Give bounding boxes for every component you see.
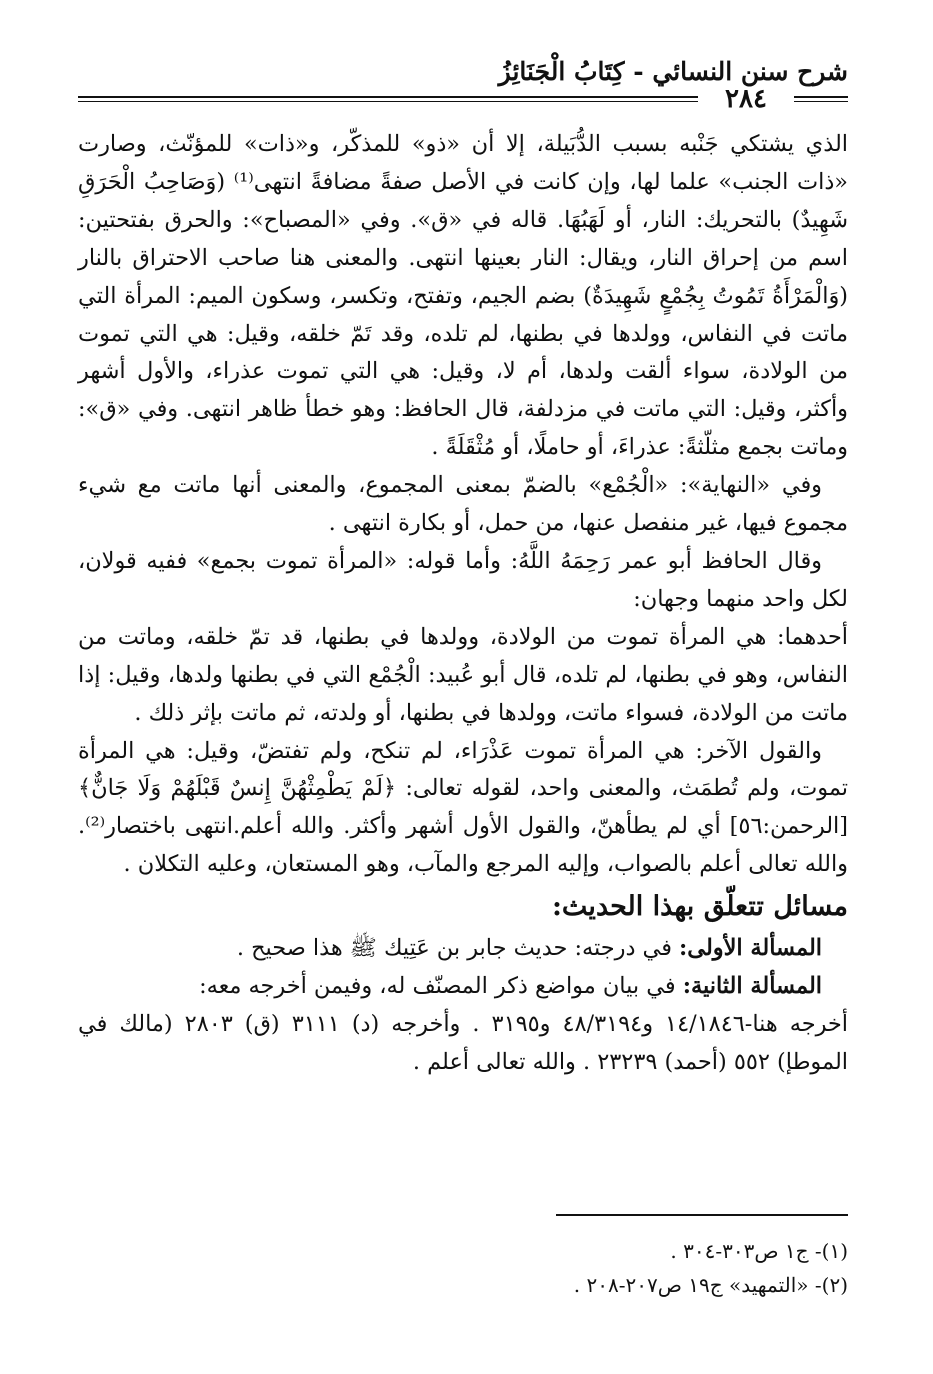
issue-2 [78, 968, 848, 1006]
footnote-2: (٢)- «التمهيد» ج١٩ ص٢٠٧-٢٠٨ . [573, 1273, 848, 1297]
header-rule [78, 84, 848, 116]
header-rule-right [794, 96, 848, 102]
header-rule-left [78, 96, 698, 102]
issue-1 [78, 930, 848, 968]
issue-1-text: في درجته: حديث جابر بن عَتِيك ﷺ هذا صحيح . [236, 935, 680, 962]
paragraph-2: وفي «النهاية»: «الْجُمْع» بالضمّ بمعنى المجموع، والمعنى أنها ماتت مع شيء مجموع فيها، غير منفصل عنها، من حمل، أو بكارة انتهى . [78, 472, 848, 537]
paragraph-4: أحدهما: هي المرأة تموت من الولادة، وولدها في بطنها، قد تمّ خلقه، وماتت من النفاس، وهو في بطنها، لم تلده، قال أبو عُبيد: الْجُمْع التي في بطنها ولدها، وقيل: إذا ماتت من الولادة، فسواء ماتت، وولدها في بطنها، أو ولدته، ثم ماتت بإثر ذلك . [78, 623, 848, 726]
running-header: شرح سنن النسائي - كِتَابُ الْجَنَائِزُ [498, 57, 848, 86]
issue-1-label: المسألة الأولى: [679, 935, 822, 962]
section-heading: مسائل تتعلّق بهذا الحديث: [551, 891, 848, 923]
footnotes [78, 1234, 848, 1302]
footnote-1: (١)- ج١ ص٣٠٣-٣٠٤ . [670, 1239, 848, 1263]
paragraph-5: والقول الآخر: هي المرأة تموت عَذْرَاء، لم تنكح، ولم تفتضّ، وقيل: هي المرأة تموت، ولم تُطمَث، والمعنى واحد، لقوله تعالى: ﴿لَمْ يَطْمِثْهُنَّ إِنسٌ قَبْلَهُمْ وَلَا جَانٌّ﴾ [الرحمن:٥٦] أي لم يطأهنّ، والقول الأول أشهر وأكثر. والله أعلم.انتهى باختصار⁽²⁾. والله تعالى أعلم بالصواب، وإليه المرجع والمآب، وهو المستعان، وعليه التكلان . [78, 737, 848, 878]
paragraph-1: الذي يشتكي جَنْبه بسبب الدُّبَيلة، إلا أن «ذو» للمذكّر، و«ذات» للمؤنّث، وصارت «ذات الجنب» علما لها، وإن كانت في الأصل صفةً مضافةً انتهى⁽¹⁾ (وَصَاحِبُ الْحَرَقِ شَهِيدٌ) بالتحريك: النار، أو لَهَبُهَا. قاله في «ق». وفي «المصباح»: والحرق بفتحتين: اسم من إحراق النار، ويقال: النار بعينها انتهى. والمعنى هنا صاحب الاحتراق بالنار (وَالْمَرْأَةُ تَمُوتُ بِجُمْعٍ شَهِيدَةٌ) بضم الجيم، وتفتح، وتكسر، وسكون الميم: المرأة التي ماتت في النفاس، وولدها في بطنها، لم تلده، وقد تَمّ خلقه، وقيل: هي التي تموت من الولادة، سواء ألقت ولدها، أم لا، وقيل: هي التي تموت عذراء، والأول أشهر وأكثر، وقيل: التي ماتت في مزدلفة، قال الحافظ: وهو خطأ ظاهر انتهى. وفي «ق»: وماتت بجمع مثلّثةً: عذراءَ، أو حاملًا، أو مُثْقَلَةً . [78, 131, 848, 461]
issue-2-text: في بيان مواضع ذكر المصنّف له، وفيمن أخرجه معه: [199, 973, 683, 1000]
paragraph-6: أخرجه هنا-١٤/١٨٤٦ و٤٨/٣١٩٤ و٣١٩٥ . وأخرجه (د) ٣١١١ (ق) ٢٨٠٣ (مالك في الموطإ) ٥٥٢ (أحمد) ٢٣٢٣٩ . والله تعالى أعلم . [78, 1010, 848, 1075]
footnote-divider [556, 1214, 848, 1216]
issue-2-label: المسألة الثانية: [682, 973, 822, 1000]
paragraph-3: وقال الحافظ أبو عمر رَحِمَهُ اللَّهُ: وأما قوله: «المرأة تموت بجمع» ففيه قولان، لكل واحد منهما وجهان: [78, 547, 848, 612]
page-number: ٢٨٤ [725, 84, 767, 114]
main-text [78, 126, 848, 1082]
